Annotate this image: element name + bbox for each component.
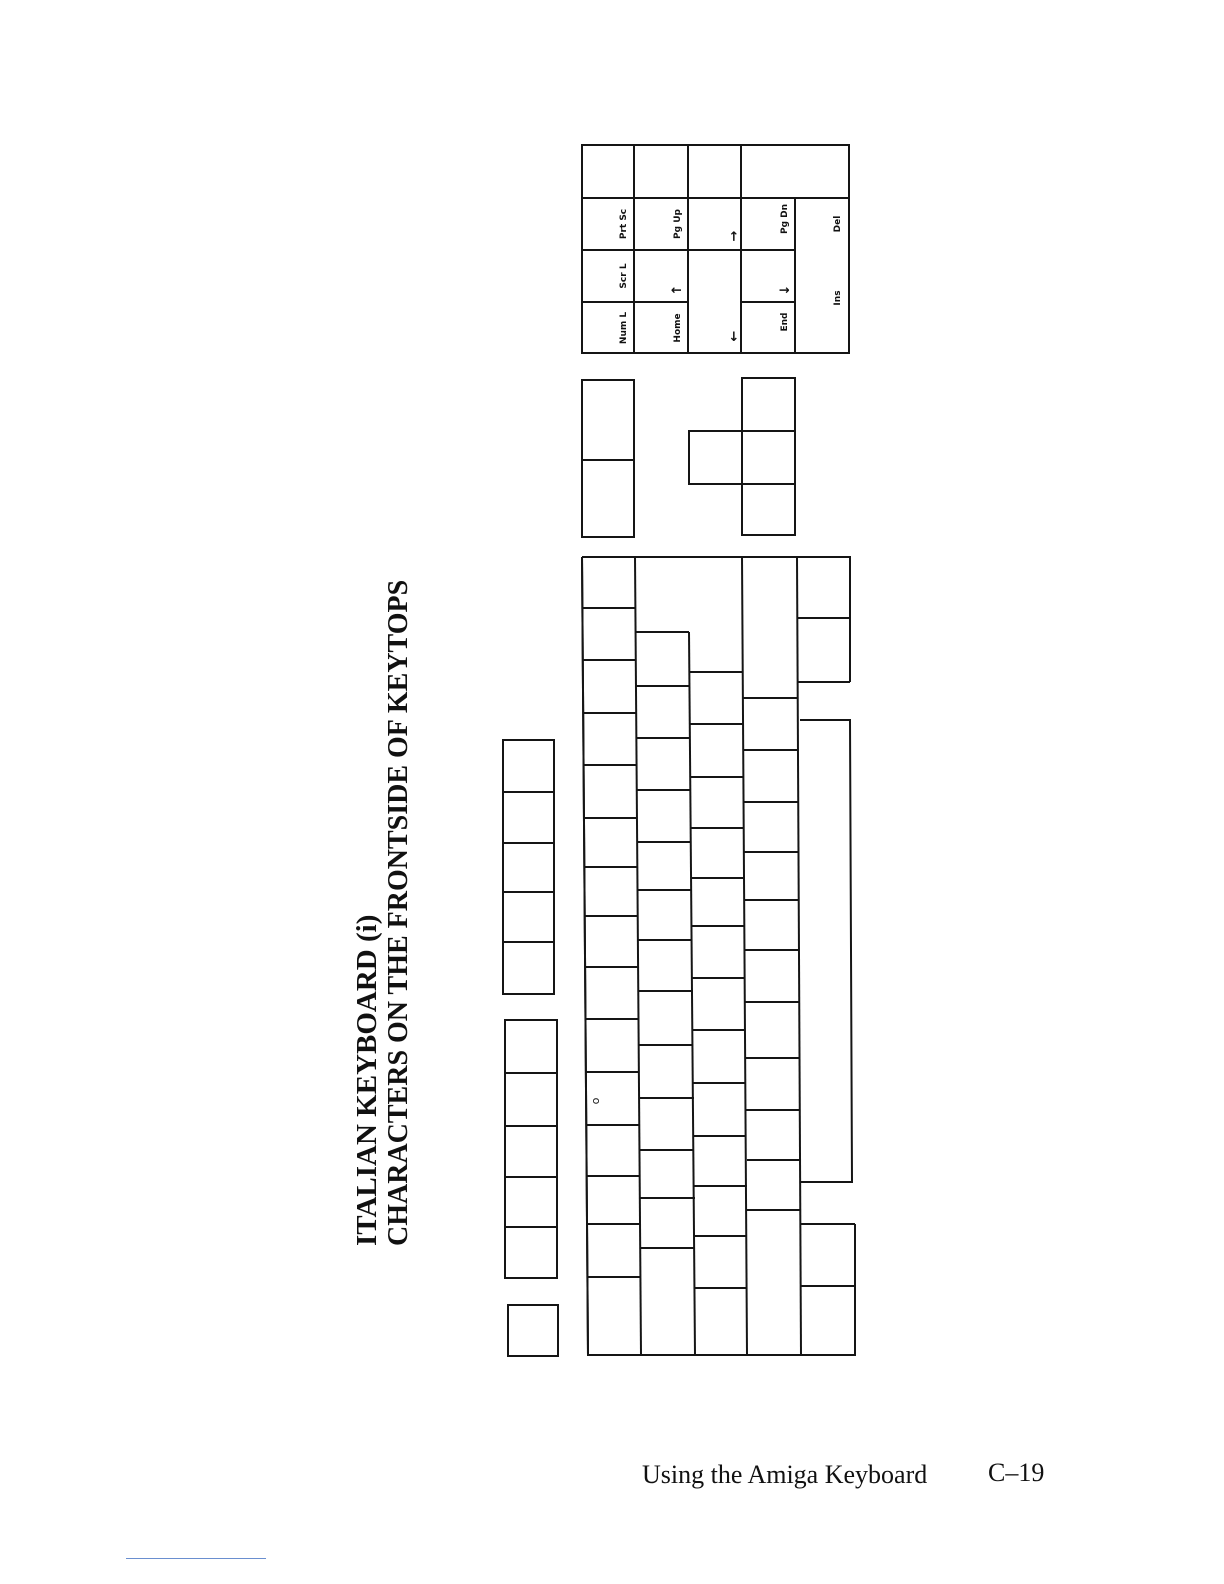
arrow-left-icon: ← [727,330,742,342]
keypad-label-num-lock: Num L [619,311,629,345]
bottom-rule [126,1558,266,1559]
title-line-2: CHARACTERS ON THE FRONTSIDE OF KEYTOPS [383,579,414,1246]
main-key-block [582,557,850,682]
cursor-keys [742,378,795,535]
page-number: C–19 [988,1458,1045,1487]
keypad-label-scroll-lock: Scr L [619,263,629,289]
del-help-keys [582,380,634,537]
keypad-label-end: End [780,312,790,332]
title-line-1: ITALIAN KEYBOARD (i) [351,914,383,1246]
keypad-label-delete: Del [833,215,843,233]
page-footer [642,1458,1045,1490]
arrow-right-icon: → [727,230,742,242]
arrow-down-icon: ↓ [778,284,793,296]
esc-key [508,1305,558,1356]
keypad-label-home: Home [673,313,683,343]
degree-mark: o [589,1097,602,1105]
keypad-label-print-screen: Prt Sc [619,208,629,240]
keypad-label-insert: Ins [833,290,843,306]
keypad-label-page-up: Pg Up [673,209,683,239]
arrow-up-icon: ↑ [670,284,685,296]
space-bar [800,720,852,1182]
function-key-group-2 [505,1020,557,1278]
function-key-group-1 [503,740,554,994]
footer-title: Using the Amiga Keyboard [642,1460,928,1489]
keypad-label-page-down: Pg Dn [780,203,790,235]
